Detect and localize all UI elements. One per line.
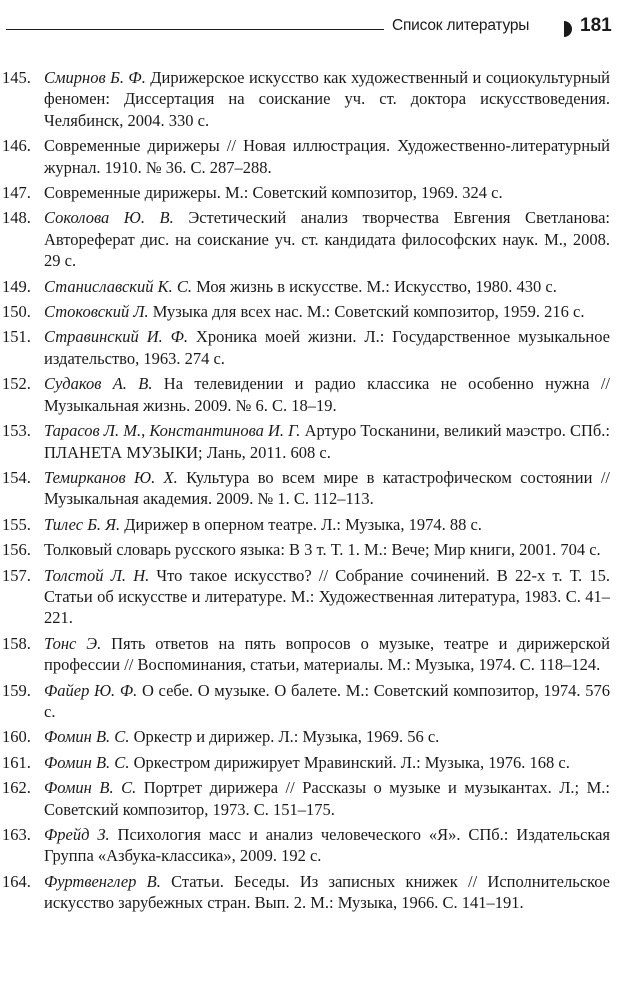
reference-author: Фрейд З.: [44, 825, 110, 844]
reference-text: О себе. О музыке. О балете. М.: Советский композитор, 1974. 576 с.: [44, 680, 610, 721]
reference-text: Артуро Тосканини, великий маэстро. СПб.: ПЛАНЕТА МУЗЫКИ; Лань, 2011. 608 с.: [44, 421, 610, 462]
reference-item: [0, 135, 610, 178]
reference-number: 156.: [2, 540, 31, 560]
reference-text: Портрет дирижера // Рассказы о музыке и музыкантах. Л.; М.: Советский композитор, 1973. С. 151–175.: [44, 778, 610, 819]
half-circle-marker-icon: [564, 21, 572, 37]
reference-item: [0, 752, 610, 773]
reference-author: Фомин В. С.: [44, 727, 130, 747]
reference-text: Что такое искусство? // Собрание сочинений. В 22-х т. Т. 15. Статьи об искусстве и литературе. М.: Художественная литература, 1983. С. 41–221.: [44, 565, 610, 628]
reference-number: 155.: [2, 514, 31, 534]
reference-text: Статьи. Беседы. Из записных книжек // Исполнительское искусство зарубежных стран. Вып. 2. М.: Музыка, 1966. С. 141–191.: [44, 871, 610, 913]
reference-author: Судаков А. В.: [44, 374, 153, 394]
reference-author: Темирканов Ю. Х.: [44, 467, 178, 487]
reference-number: 164.: [2, 871, 31, 891]
reference-number: 157.: [2, 565, 31, 585]
reference-number: 163.: [2, 825, 31, 844]
reference-item: [0, 182, 610, 203]
reference-item: [0, 326, 610, 369]
reference-text: Культура во всем мире в катастрофическом состоянии // Музыкальная академия. 2009. № 1. С. 112–113.: [44, 467, 610, 509]
reference-text: Эстетический анализ творчества Евгения Светланова: Автореферат дис. на соискание уч. ст. кандидата философских наук. М., 2008. 29 с.: [44, 208, 610, 271]
reference-author: Соколова Ю. В.: [44, 208, 174, 228]
page-number: 181: [580, 15, 612, 36]
reference-author: Фуртвенглер В.: [44, 871, 161, 891]
reference-number: 145.: [2, 68, 31, 87]
reference-text: Психология масс и анализ человеческого «Я». СПб.: Издательская Группа «Азбука-классика», 2009. 192 с.: [44, 825, 611, 866]
reference-number: 153.: [2, 421, 31, 441]
reference-item: [0, 514, 610, 535]
reference-item: [0, 420, 610, 463]
reference-number: 159.: [2, 680, 31, 700]
reference-text: На телевидении и радио классика не особенно нужна // Музыкальная жизнь. 2009. № 6. С. 18–19.: [44, 374, 610, 415]
reference-item: [0, 824, 610, 867]
reference-item: [0, 539, 610, 560]
reference-number: 152.: [2, 374, 31, 394]
reference-author: Стравинский И. Ф.: [44, 327, 189, 347]
reference-author: Файер Ю. Ф.: [44, 680, 138, 700]
reference-text: Музыка для всех нас. М.: Советский композитор, 1959. 216 с.: [148, 302, 585, 322]
reference-list: [0, 67, 620, 918]
reference-number: 162.: [2, 778, 31, 798]
reference-number: 150.: [2, 302, 31, 322]
reference-author: Толстой Л. Н.: [44, 565, 150, 585]
header-rule: [6, 29, 384, 30]
reference-item: [0, 373, 610, 416]
reference-number: 154.: [2, 467, 31, 487]
reference-item: [0, 633, 610, 676]
reference-number: 151.: [2, 327, 31, 347]
reference-item: [0, 726, 610, 747]
reference-author: Тонс Э.: [44, 633, 102, 653]
reference-item: [0, 276, 610, 297]
reference-item: [0, 301, 610, 322]
reference-author: Станиславский К. С.: [44, 276, 192, 296]
reference-item: [0, 680, 610, 723]
reference-author: Стоковский Л.: [44, 302, 149, 322]
reference-text: Оркестр и дирижер. Л.: Музыка, 1969. 56 с.: [129, 727, 440, 747]
reference-number: 161.: [2, 752, 31, 772]
reference-text: Толковый словарь русского языка: В 3 т. Т. 1. М.: Вече; Мир книги, 2001. 704 с.: [44, 540, 601, 560]
reference-text: Современные дирижеры // Новая иллюстрация. Художественно-литературный журнал. 1910. № 36. С. 287–288.: [44, 136, 610, 177]
reference-number: 158.: [2, 633, 31, 653]
reference-text: Оркестром дирижирует Мравинский. Л.: Музыка, 1976. 168 с.: [129, 752, 570, 772]
reference-author: Тарасов Л. М., Константинова И. Г.: [44, 421, 301, 441]
reference-text: Пять ответов на пять вопросов о музыке, театре и дирижерской профессии // Воспоминания, статьи, материалы. М.: Музыка, 1974. С. 118–124.: [44, 633, 610, 675]
reference-author: Тилес Б. Я.: [44, 514, 121, 534]
reference-item: [0, 777, 610, 820]
reference-item: [0, 207, 610, 271]
page-header: [0, 8, 620, 38]
reference-number: 146.: [2, 136, 31, 156]
reference-number: 160.: [2, 727, 31, 747]
reference-item: [0, 565, 610, 629]
reference-author: Смирнов Б. Ф.: [44, 68, 146, 87]
reference-text: Современные дирижеры. М.: Советский композитор, 1969. 324 с.: [44, 183, 503, 203]
reference-number: 147.: [2, 183, 31, 203]
reference-author: Фомин В. С.: [44, 752, 130, 772]
reference-text: Дирижер в оперном театре. Л.: Музыка, 1974. 88 с.: [120, 514, 482, 534]
reference-author: Фомин В. С.: [44, 778, 137, 798]
running-head: Список литературы: [392, 17, 530, 34]
reference-text: Хроника моей жизни. Л.: Государственное музыкальное издательство, 1963. 274 с.: [44, 327, 610, 368]
reference-number: 149.: [2, 276, 31, 296]
reference-number: 148.: [2, 208, 31, 228]
reference-item: [0, 467, 610, 510]
reference-item: [0, 67, 610, 131]
reference-text: Дирижерское искусство как художественный и социокультурный феномен: Диссертация на соискание уч. ст. доктора искусствоведения. Челябинск, 2004. 330 с.: [44, 68, 610, 130]
reference-text: Моя жизнь в искусстве. М.: Искусство, 1980. 430 с.: [191, 276, 557, 296]
reference-item: [0, 871, 610, 914]
